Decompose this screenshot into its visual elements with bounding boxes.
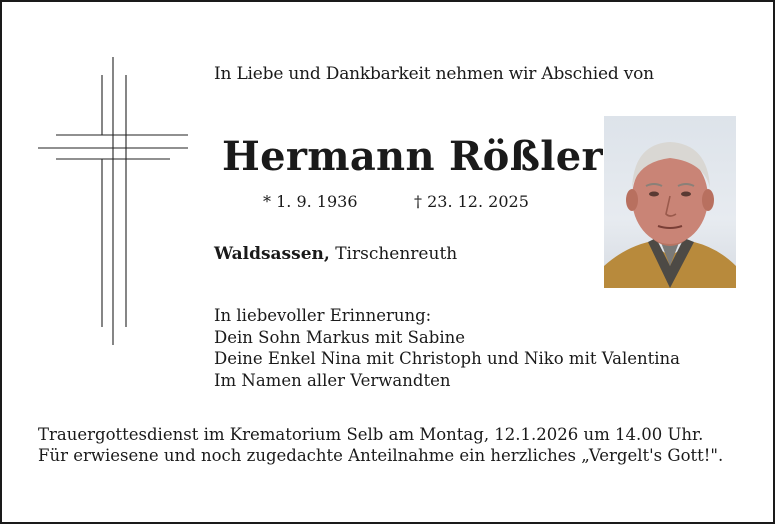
service-info: Trauergottesdienst im Krematorium Selb am Montag, 12.1.2026 um 14.00 Uhr. (38, 425, 704, 444)
footer-text (38, 424, 723, 466)
death-date: † 23. 12. 2025 (414, 192, 529, 211)
residence (214, 244, 457, 264)
cross-icon (38, 57, 188, 347)
mourner-line: Im Namen aller Verwandten (214, 370, 451, 390)
thanks-text: Für erwiesene und noch zugedachte Anteilnahme ein herzliches „Vergelt's Gott!". (38, 446, 724, 465)
mourner-line: Dein Sohn Markus mit Sabine (214, 327, 466, 347)
mourners-list (214, 305, 680, 391)
mourners-heading: In liebevoller Erinnerung: (214, 306, 432, 325)
portrait-photo (604, 116, 736, 288)
intro-text: In Liebe und Dankbarkeit nehmen wir Abschied von (214, 64, 654, 84)
deceased-name: Hermann Rößler (222, 133, 603, 180)
birth-date: * 1. 9. 1936 (263, 192, 358, 211)
district: Tirschenreuth (335, 244, 458, 264)
mourner-line: Deine Enkel Nina mit Christoph und Niko mit Valentina (214, 349, 680, 368)
town: Waldsassen, (214, 244, 330, 264)
